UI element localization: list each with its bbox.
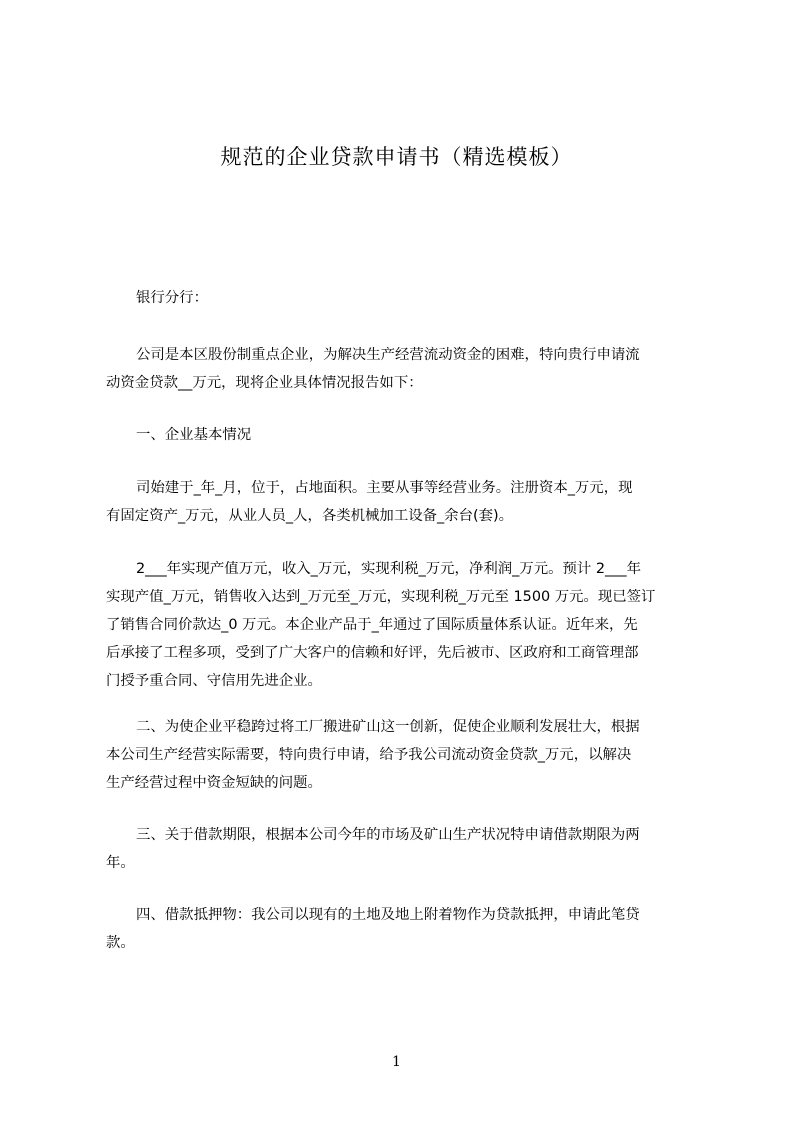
section1-p2-line-4: 后承接了工程多项，受到了广大客户的信赖和好评，先后被市、区政府和工商管理部 xyxy=(106,645,639,661)
section1-p1-line-2: 有固定资产_万元，从业人员_人，各类机械加工设备_余台(套)。 xyxy=(106,508,513,524)
section4-line-1: 四、借款抵押物：我公司以现有的土地及地上附着物作为贷款抵押，申请此笔贷 xyxy=(136,907,640,923)
section3-line-2: 年。 xyxy=(106,855,135,871)
section2-line-2: 本公司生产经营实际需要，特向贵行申请，给予我公司流动资金贷款_万元，以解决 xyxy=(106,747,632,763)
section2-line-1: 二、为使企业平稳跨过将工厂搬进矿山这一创新，促使企业顺利发展壮大，根据 xyxy=(136,719,640,735)
section1-p2-line-5: 门授予重合同、守信用先进企业。 xyxy=(106,673,322,689)
section1-heading xyxy=(106,421,700,449)
section1-p2-line-3: 了销售合同价款达_0 万元。本企业产品于_年通过了国际质量体系认证。近年来，先 xyxy=(106,617,638,633)
section3-paragraph xyxy=(106,821,700,877)
section1-paragraph-2 xyxy=(106,555,700,695)
section2-paragraph xyxy=(106,713,700,797)
salutation-text: 银行分行： xyxy=(136,290,208,306)
section1-heading-text: 一、企业基本情况 xyxy=(136,427,252,443)
intro-line-2: 动资金贷款__万元，现将企业具体情况报告如下： xyxy=(106,375,423,391)
section1-p1-line-1: 司始建于_年_月，位于，占地面积。主要从事等经营业务。注册资本_万元，现 xyxy=(136,480,633,496)
section3-line-1: 三、关于借款期限，根据本公司今年的市场及矿山生产状况特申请借款期限为两 xyxy=(136,827,640,843)
intro-line-1: 公司是本区股份制重点企业，为解决生产经营流动资金的困难，特向贵行申请流 xyxy=(136,347,640,363)
page-number: 1 xyxy=(392,1054,401,1070)
section1-p2-line-1: 2___年实现产值万元，收入_万元，实现利税_万元，净利润_万元。预计 2___年 xyxy=(136,561,641,577)
salutation xyxy=(106,284,700,312)
intro-paragraph xyxy=(106,341,700,397)
section1-p2-line-2: 实现产值_万元，销售收入达到_万元至_万元，实现利税_万元至 1500 万元。现已签订 xyxy=(106,589,656,605)
section4-line-2: 款。 xyxy=(106,935,135,951)
section1-paragraph-1 xyxy=(106,474,700,530)
section2-line-3: 生产经营过程中资金短缺的问题。 xyxy=(106,775,322,791)
section4-paragraph xyxy=(106,901,700,957)
document-title: 规范的企业贷款申请书（精选模板） xyxy=(220,145,573,169)
